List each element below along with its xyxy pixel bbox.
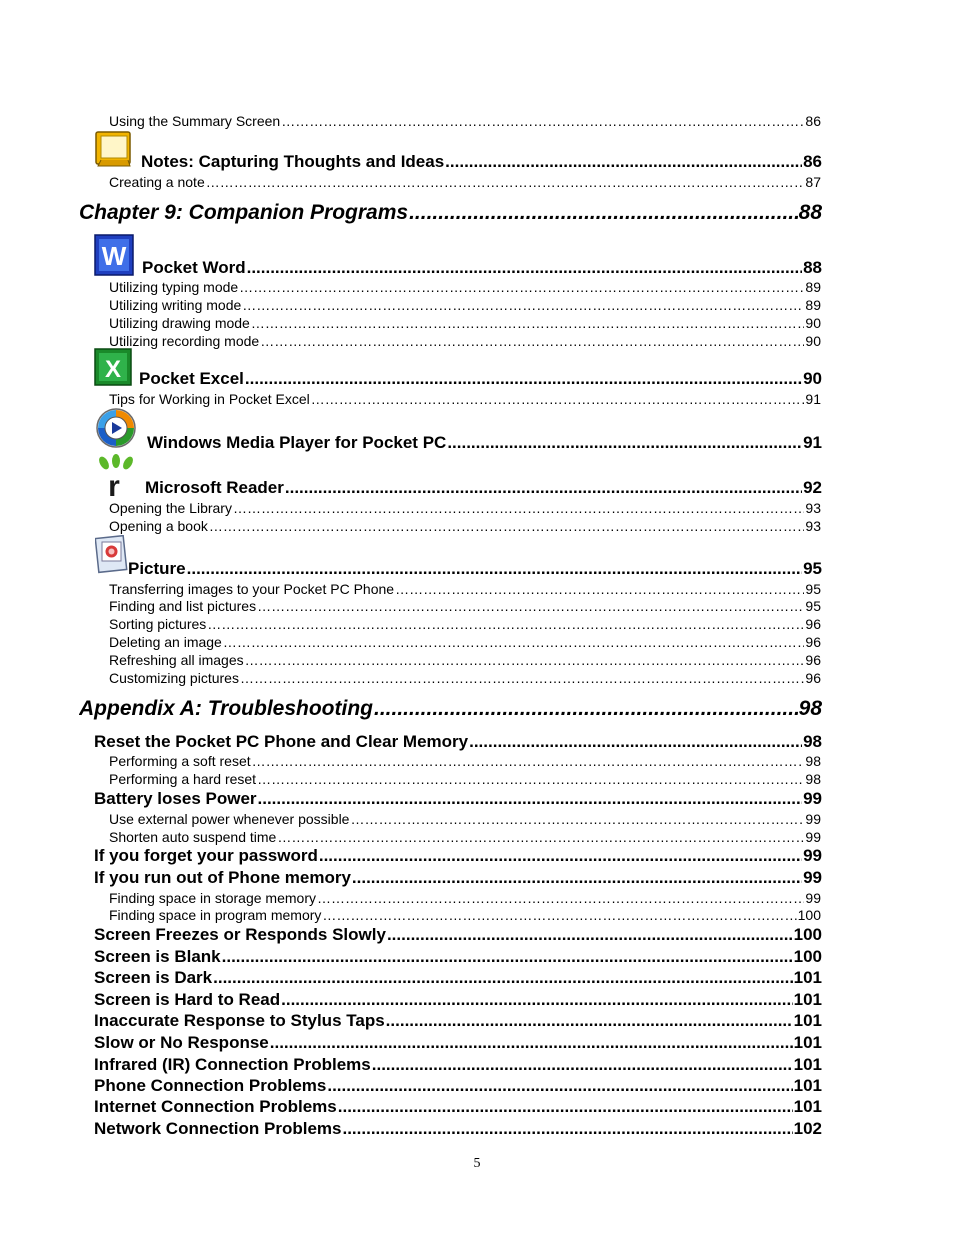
toc-section[interactable]	[94, 731, 822, 753]
toc-leader	[206, 173, 805, 191]
toc-leader	[311, 390, 805, 408]
toc-section-title: Windows Media Player for Pocket PC	[147, 433, 447, 452]
toc-entry-page: 96	[805, 634, 821, 650]
toc-entry-title: Customizing pictures	[109, 670, 239, 686]
microsoft-reader-icon	[96, 454, 136, 498]
toc-entry[interactable]	[109, 173, 821, 191]
toc-section-page: 100	[793, 925, 822, 944]
toc-entry-title: Use external power whenever possible	[109, 811, 350, 827]
svg-text:X: X	[104, 356, 122, 383]
toc-leader	[350, 810, 804, 828]
toc-leader	[281, 112, 804, 130]
toc-section-title: Screen Freezes or Responds Slowly	[94, 925, 386, 944]
svg-text:W: W	[101, 241, 127, 271]
toc-entry-page: 89	[805, 279, 821, 295]
toc-entry-page: 87	[805, 174, 821, 190]
toc-entry-page: 99	[805, 811, 821, 827]
toc-entry-page: 91	[805, 391, 821, 407]
toc-section-page: 101	[793, 1076, 822, 1095]
toc-entry-title: Tips for Working in Pocket Excel	[109, 391, 310, 407]
toc-section-title: Screen is Blank	[94, 947, 221, 966]
toc-section-title: Screen is Hard to Read	[94, 990, 281, 1009]
toc-entry-page: 96	[805, 670, 821, 686]
toc-leader	[374, 695, 798, 723]
toc-entry-title: Shorten auto suspend time	[109, 829, 277, 845]
toc-section-title: If you run out of Phone memory	[94, 868, 351, 887]
toc-section[interactable]	[94, 1054, 822, 1076]
toc-leader	[285, 477, 802, 499]
toc-section-page: 91	[803, 433, 822, 452]
toc-entry-title: Opening the Library	[109, 500, 232, 516]
toc-entry-title: Performing a hard reset	[109, 771, 257, 787]
toc-section-page: 86	[803, 152, 822, 171]
toc-leader	[277, 828, 804, 846]
toc-entry-page: 99	[805, 890, 821, 906]
toc-leader	[395, 580, 804, 598]
toc-section-page: 102	[793, 1119, 822, 1138]
toc-entry-title: Finding and list pictures	[109, 598, 257, 614]
toc-leader	[240, 669, 804, 687]
toc-section[interactable]	[94, 1096, 822, 1118]
toc-entry-page: 98	[805, 771, 821, 787]
toc-entry-title: Sorting pictures	[109, 616, 207, 632]
toc-leader	[258, 788, 803, 810]
toc-leader	[233, 499, 804, 517]
toc-leader	[317, 889, 804, 907]
toc-section-page: 92	[803, 478, 822, 497]
toc-section-page: 101	[793, 1033, 822, 1052]
toc-entry[interactable]	[109, 770, 821, 788]
toc-entry-title: Refreshing all images	[109, 652, 244, 668]
toc-chapter-title: Appendix A: Troubleshooting	[79, 697, 373, 720]
toc-section[interactable]	[94, 788, 822, 810]
toc-section[interactable]	[94, 989, 822, 1011]
toc-entry-page: 89	[805, 297, 821, 313]
toc-leader	[338, 1096, 793, 1118]
media-player-icon	[95, 407, 137, 449]
toc-leader	[245, 651, 805, 669]
toc-section[interactable]	[94, 1118, 822, 1140]
toc-entry[interactable]	[109, 633, 821, 651]
toc-entry[interactable]	[109, 828, 821, 846]
toc-chapter[interactable]	[79, 199, 822, 227]
toc-entry-title: Utilizing typing mode	[109, 279, 239, 295]
toc-entry-title: Performing a soft reset	[109, 753, 251, 769]
toc-entry[interactable]	[109, 580, 821, 598]
toc-entry[interactable]	[109, 651, 821, 669]
picture-icon	[95, 535, 129, 575]
toc-section-title: Notes: Capturing Thoughts and Ideas	[141, 152, 445, 171]
toc-section[interactable]	[94, 1010, 822, 1032]
toc-section-page: 99	[803, 868, 822, 887]
toc-entry[interactable]	[109, 889, 821, 907]
toc-section-page: 100	[793, 947, 822, 966]
toc-leader	[260, 332, 804, 350]
toc-entry-page: 90	[805, 333, 821, 349]
toc-section-title: Picture	[128, 559, 186, 578]
toc-entry-page: 93	[805, 518, 821, 534]
toc-entry-page: 90	[805, 315, 821, 331]
toc-leader	[372, 1054, 793, 1076]
toc-leader	[281, 989, 793, 1011]
toc-leader	[322, 906, 796, 924]
toc-section-title: Infrared (IR) Connection Problems	[94, 1055, 371, 1074]
toc-leader	[319, 845, 802, 867]
toc-leader	[386, 1010, 793, 1032]
toc-entry-page: 95	[805, 598, 821, 614]
toc-entry[interactable]	[109, 332, 821, 350]
toc-section-title: Reset the Pocket PC Phone and Clear Memory	[94, 732, 469, 751]
toc-entry[interactable]	[109, 296, 821, 314]
toc-section-page: 95	[803, 559, 822, 578]
toc-section-title: Pocket Excel	[139, 369, 244, 388]
toc-chapter-page: 88	[798, 201, 822, 224]
svg-text:r: r	[108, 470, 120, 498]
toc-section[interactable]	[94, 1075, 822, 1097]
toc-section-page: 99	[803, 846, 822, 865]
toc-entry-title: Utilizing drawing mode	[109, 315, 250, 331]
toc-entry[interactable]	[109, 597, 821, 615]
toc-section-title: Battery loses Power	[94, 789, 257, 808]
toc-leader	[213, 967, 792, 989]
toc-leader	[247, 257, 802, 279]
toc-entry-page: 100	[797, 907, 821, 923]
toc-entry-title: Finding space in storage memory	[109, 890, 316, 906]
toc-entry-title: Finding space in program memory	[109, 907, 322, 923]
toc-section[interactable]	[94, 867, 822, 889]
toc-leader	[207, 615, 804, 633]
pocket-word-icon	[94, 234, 134, 276]
toc-entry[interactable]	[109, 810, 821, 828]
toc-leader	[342, 1118, 792, 1140]
toc-section-page: 101	[793, 1011, 822, 1030]
page-number: 5	[473, 1156, 481, 1171]
toc-leader	[469, 731, 802, 753]
toc-section-title: Internet Connection Problems	[94, 1097, 337, 1116]
toc-entry-title: Utilizing recording mode	[109, 333, 260, 349]
toc-entry[interactable]	[109, 615, 821, 633]
toc-chapter-title: Chapter 9: Companion Programs	[79, 201, 409, 224]
toc-section[interactable]	[94, 845, 822, 867]
toc-section-page: 90	[803, 369, 822, 388]
toc-section[interactable]	[147, 432, 822, 454]
toc-section-title: Slow or No Response	[94, 1033, 269, 1052]
toc-entry-title: Transferring images to your Pocket PC Phone	[109, 581, 395, 597]
toc-leader	[445, 151, 802, 173]
toc-section-title: Screen is Dark	[94, 968, 213, 987]
notes-icon	[94, 130, 134, 168]
toc-entry-title: Opening a book	[109, 518, 208, 534]
toc-leader	[257, 597, 804, 615]
toc-entry[interactable]	[109, 278, 821, 296]
toc-entry-title: Deleting an image	[109, 634, 222, 650]
toc-leader	[187, 558, 802, 580]
toc-entry[interactable]	[109, 112, 821, 130]
toc-chapter-page: 98	[798, 697, 822, 720]
toc-section-page: 101	[793, 990, 822, 1009]
toc-entry-title: Creating a note	[109, 174, 205, 190]
toc-section-page: 98	[803, 732, 822, 751]
toc-leader	[242, 296, 804, 314]
toc-entry-page: 98	[805, 753, 821, 769]
toc-leader	[209, 517, 805, 535]
toc-section-title: Microsoft Reader	[145, 478, 284, 497]
toc-section-title: Network Connection Problems	[94, 1119, 342, 1138]
toc-leader	[409, 199, 798, 227]
toc-entry-title: Using the Summary Screen	[109, 113, 281, 129]
toc-section[interactable]	[94, 946, 822, 968]
toc-leader	[447, 432, 802, 454]
toc-section-page: 101	[793, 1055, 822, 1074]
toc-section[interactable]	[94, 1032, 822, 1054]
toc-leader	[251, 314, 805, 332]
toc-section[interactable]	[139, 368, 822, 390]
toc-leader	[270, 1032, 793, 1054]
toc-entry-page: 95	[805, 581, 821, 597]
toc-leader	[245, 368, 802, 390]
toc-entry-page: 93	[805, 500, 821, 516]
toc-section-page: 99	[803, 789, 822, 808]
toc-leader	[223, 633, 805, 651]
toc-leader	[252, 752, 805, 770]
toc-leader	[352, 867, 802, 889]
toc-leader	[387, 924, 793, 946]
toc-section[interactable]	[141, 151, 822, 173]
toc-section-title: Pocket Word	[142, 258, 246, 277]
toc-leader	[222, 946, 793, 968]
toc-section-title: If you forget your password	[94, 846, 318, 865]
toc-entry-page: 96	[805, 652, 821, 668]
toc-chapter[interactable]	[79, 695, 822, 723]
toc-section-page: 88	[803, 258, 822, 277]
toc-entry[interactable]	[109, 314, 821, 332]
toc-entry[interactable]	[109, 390, 821, 408]
toc-entry[interactable]	[109, 752, 821, 770]
toc-section[interactable]	[94, 924, 822, 946]
toc-section-page: 101	[793, 968, 822, 987]
toc-entry-page: 96	[805, 616, 821, 632]
toc-leader	[327, 1075, 792, 1097]
toc-section[interactable]	[142, 257, 822, 279]
pocket-excel-icon	[94, 348, 132, 386]
toc-entry-title: Utilizing writing mode	[109, 297, 242, 313]
toc-section-title: Phone Connection Problems	[94, 1076, 327, 1095]
toc-entry-page: 99	[805, 829, 821, 845]
toc-leader	[257, 770, 804, 788]
toc-section-title: Inaccurate Response to Stylus Taps	[94, 1011, 385, 1030]
toc-entry[interactable]	[109, 517, 821, 535]
toc-section[interactable]	[145, 477, 822, 499]
toc-section-page: 101	[793, 1097, 822, 1116]
toc-section[interactable]	[128, 558, 822, 580]
toc-entry[interactable]	[109, 906, 821, 924]
toc-section[interactable]	[94, 967, 822, 989]
toc-entry[interactable]	[109, 499, 821, 517]
toc-entry-page: 86	[805, 113, 821, 129]
toc-entry[interactable]	[109, 669, 821, 687]
toc-leader	[239, 278, 804, 296]
